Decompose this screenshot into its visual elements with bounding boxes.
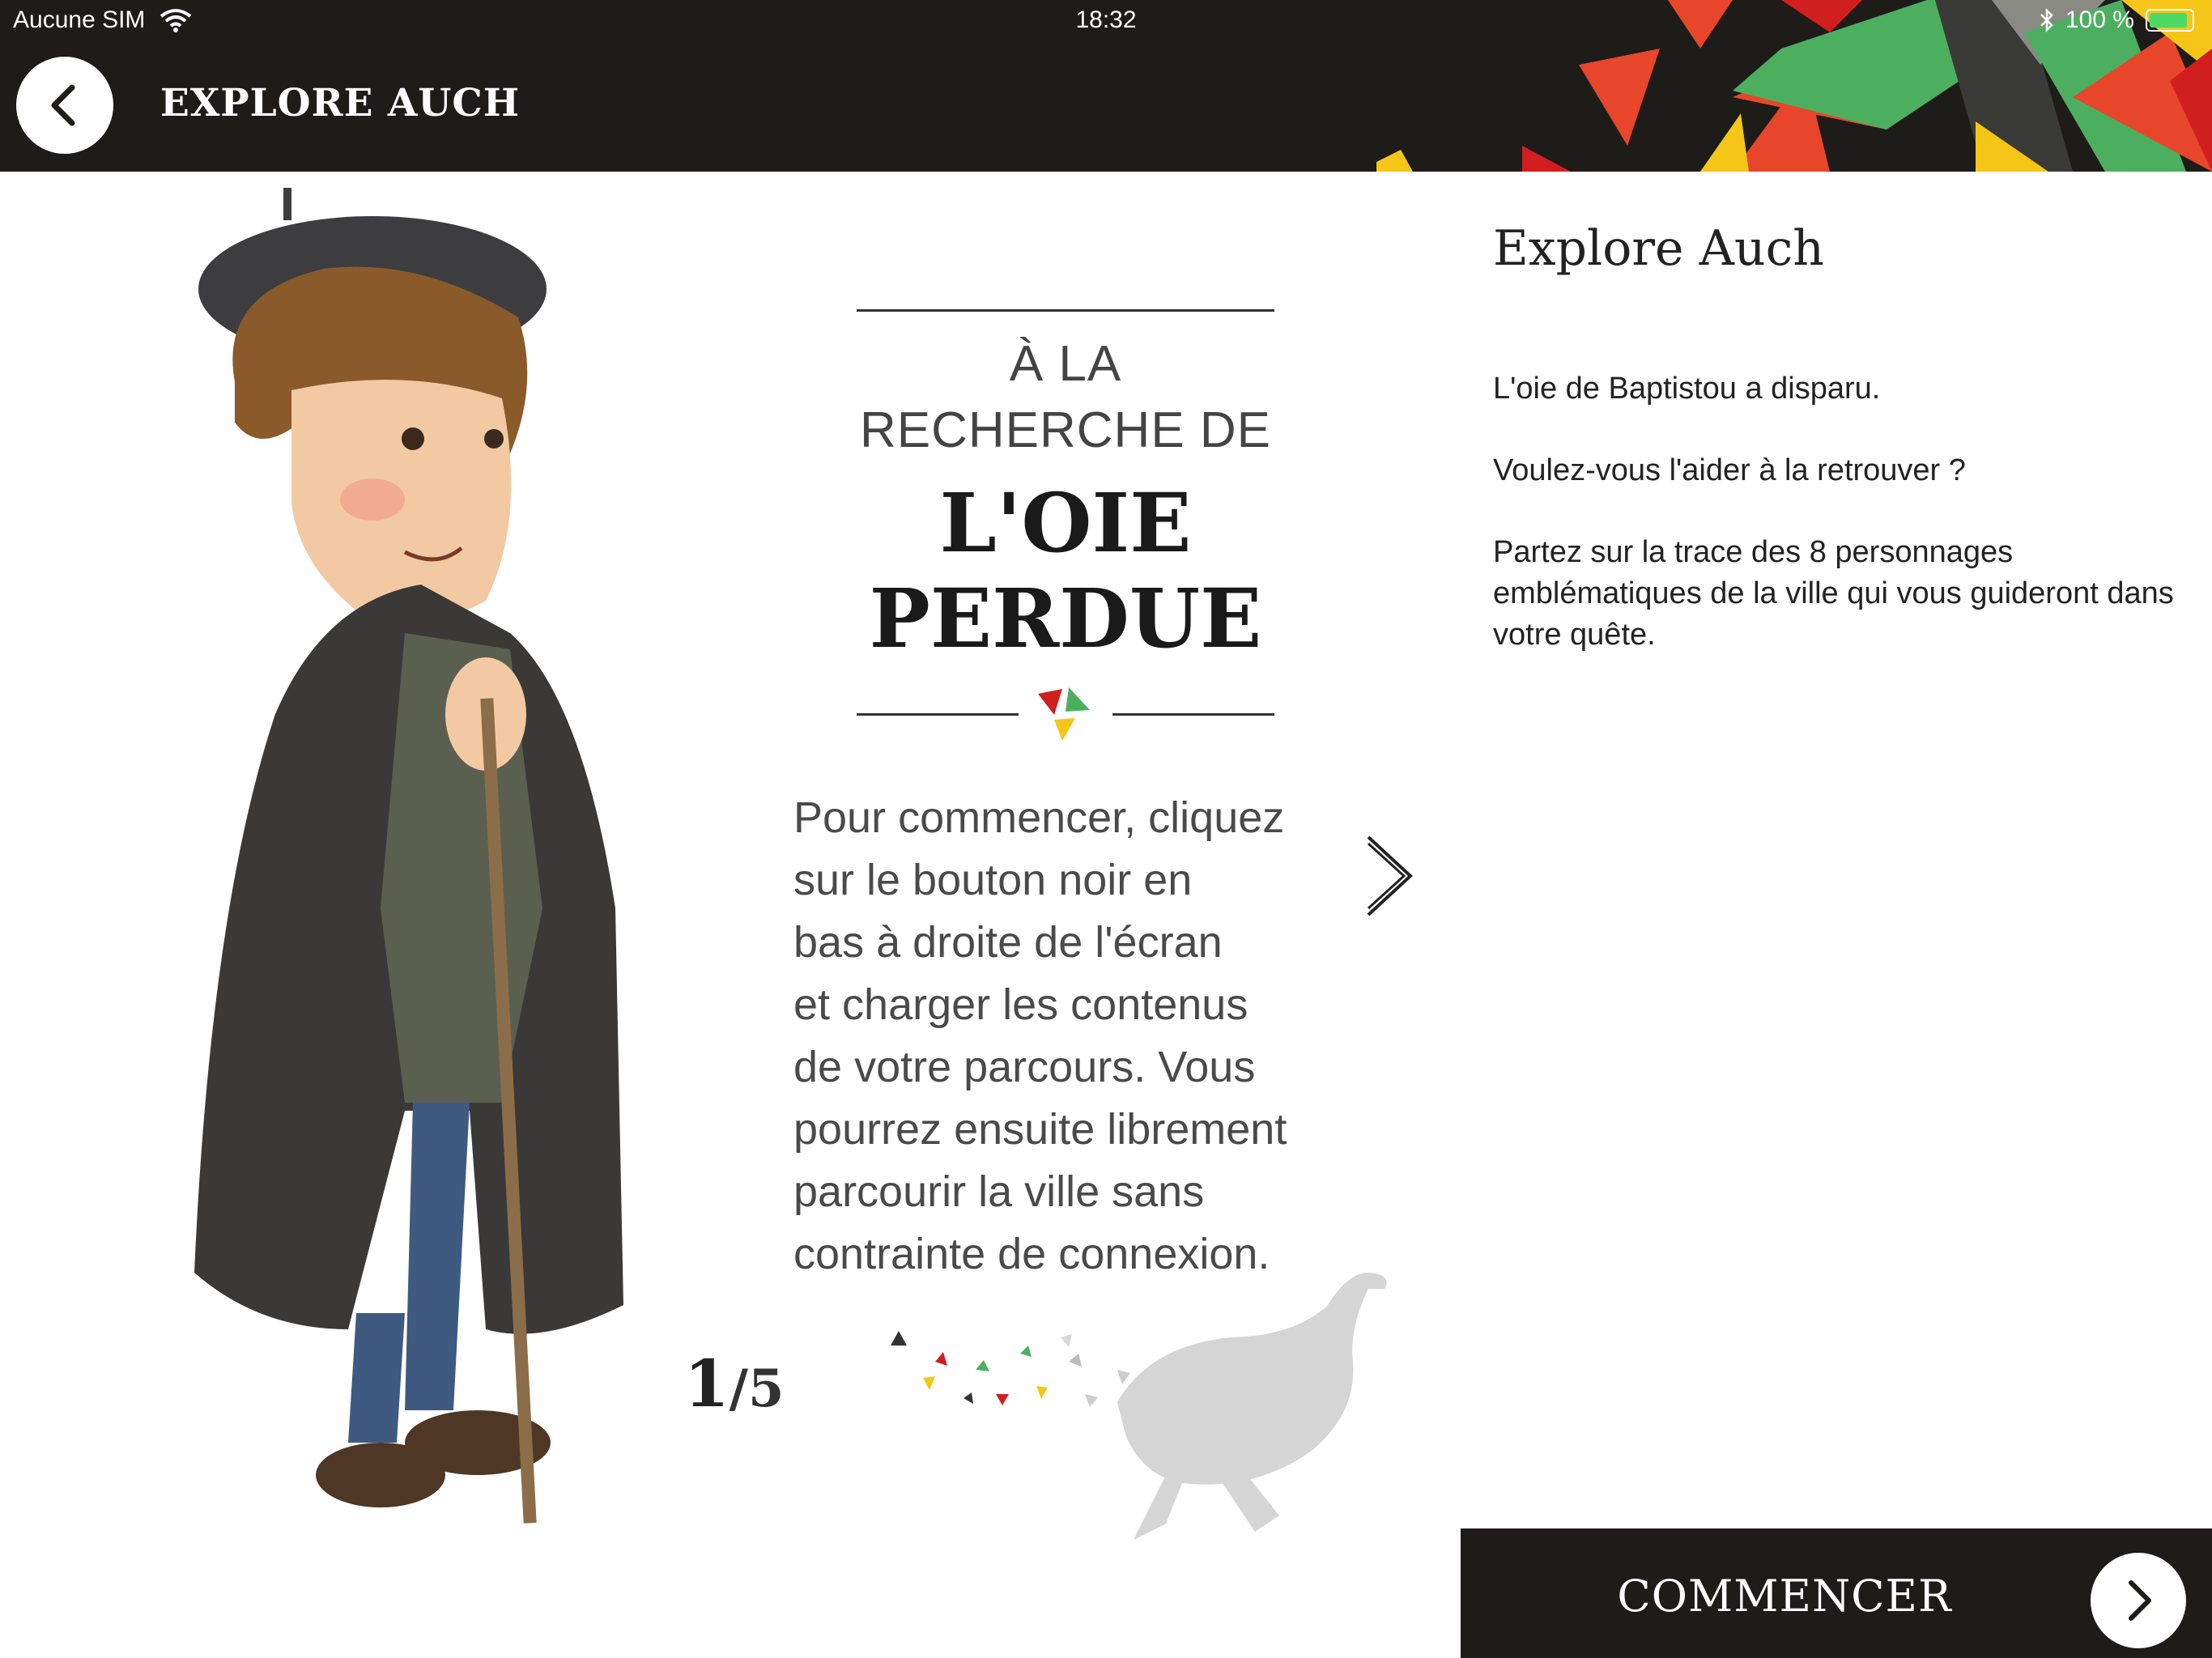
intro-line: de votre parcours. Vous xyxy=(793,1043,1256,1091)
chevron-right-icon[interactable] xyxy=(1360,827,1425,925)
page-total: /5 xyxy=(729,1358,785,1419)
baptistou-character-illustration xyxy=(162,180,745,1540)
title-line-1: L'OIE xyxy=(939,475,1192,571)
battery-fill xyxy=(2150,13,2187,28)
page-current: 1 xyxy=(684,1346,730,1422)
intro-line: bas à droite de l'écran xyxy=(793,918,1223,967)
bluetooth-icon xyxy=(2040,8,2054,32)
heading-line-2: RECHERCHE DE xyxy=(859,402,1272,458)
intro-line: pourrez ensuite librement xyxy=(793,1105,1287,1154)
goose-silhouette-icon xyxy=(874,1256,1441,1564)
battery-icon xyxy=(2146,9,2194,32)
intro-line: Pour commencer, cliquez xyxy=(793,793,1285,842)
status-time: 18:32 xyxy=(1075,6,1137,33)
page-indicator xyxy=(684,1346,785,1422)
intro-line: contrainte de connexion. xyxy=(793,1230,1270,1278)
back-button[interactable] xyxy=(16,57,113,154)
intro-line: parcourir la ville sans xyxy=(793,1167,1205,1216)
chevron-right-icon xyxy=(2118,1576,2159,1625)
page-title: EXPLORE AUCH xyxy=(160,81,521,125)
description-paragraph: L'oie de Baptistou a disparu. xyxy=(1493,372,1881,406)
intro-line: sur le bouton noir en xyxy=(793,856,1193,904)
heading-divider xyxy=(857,682,1274,747)
description-paragraph: Voulez-vous l'aider à la retrouver ? xyxy=(1493,453,1966,487)
battery-label: 100 % xyxy=(2065,6,2134,33)
commencer-arrow-button[interactable] xyxy=(2091,1553,2186,1648)
divider-left-rule xyxy=(857,713,1019,716)
description-paragraph: Partez sur la trace des 8 personnages emblématiques de la ville qui vous guideront dans votre quête. xyxy=(1493,535,2174,652)
divider-right-rule xyxy=(1112,713,1274,716)
intro-slide[interactable] xyxy=(0,172,1457,1658)
slide-heading xyxy=(857,309,1274,747)
chevron-left-icon xyxy=(45,81,85,130)
commencer-label: COMMENCER xyxy=(1617,1571,1952,1622)
heading-line-1: À LA xyxy=(1009,336,1122,392)
description-body xyxy=(1493,368,2189,696)
description-title: Explore Auch xyxy=(1493,220,1824,277)
navigation-bar xyxy=(0,0,2212,172)
triangles-logo-icon xyxy=(1035,682,1096,744)
title-line-2: PERDUE xyxy=(869,571,1262,666)
status-right xyxy=(2040,6,2194,34)
commencer-button[interactable] xyxy=(1461,1528,2212,1658)
intro-line: et charger les contenus xyxy=(793,980,1249,1029)
carrier-label: Aucune SIM xyxy=(13,6,146,33)
intro-text xyxy=(793,787,1376,1286)
